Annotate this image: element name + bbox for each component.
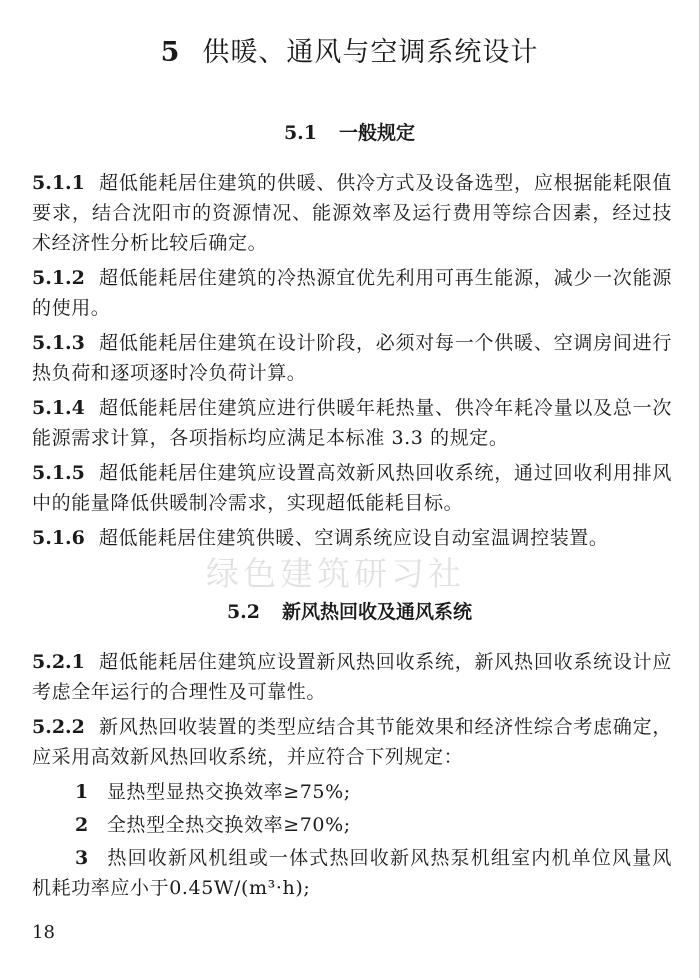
clause-number: 5.2.2 (32, 716, 85, 738)
item-text: 热回收新风机组或一体式热回收新风热泵机组室内机单位风量风机耗功率应小于0.45W/(m³·h); (32, 847, 672, 899)
section-title-text: 新风热回收及通风系统 (282, 601, 473, 623)
clause-5-1-4 (32, 393, 672, 453)
item-number: 2 (75, 814, 89, 836)
clause-5-1-2 (32, 263, 672, 323)
clause-5-2-1 (32, 647, 672, 707)
clause-text: 新风热回收装置的类型应结合其节能效果和经济性综合考虑确定，应采用高效新风热回收系统，并应符合下列规定： (32, 716, 672, 768)
chapter-title (0, 30, 699, 69)
item-number: 1 (75, 781, 89, 803)
page-number: 18 (32, 922, 55, 943)
clause-number: 5.1.3 (32, 332, 85, 354)
watermark: 绿色建筑研习社 (206, 554, 465, 593)
clause-text: 超低能耗居住建筑的供暖、供冷方式及设备选型，应根据能耗限值要求，结合沈阳市的资源情况、能源效率及运行费用等综合因素，经过技术经济性分析比较后确定。 (32, 172, 672, 254)
item-text: 显热型显热交换效率≥75%; (106, 781, 351, 803)
clause-5-1-1 (32, 168, 672, 258)
clause-number: 5.2.1 (32, 651, 85, 673)
list-item-1 (32, 777, 672, 807)
clause-text: 超低能耗居住建筑应设置新风热回收系统，新风热回收系统设计应考虑全年运行的合理性及可靠性。 (32, 651, 672, 703)
clause-text: 超低能耗居住建筑供暖、空调系统应设自动室温调控装置。 (98, 527, 609, 549)
clause-text: 超低能耗居住建筑应设置高效新风热回收系统，通过回收利用排风中的能量降低供暖制冷需求，实现超低能耗目标。 (32, 462, 672, 514)
section-number: 5.1 (283, 122, 318, 144)
clause-5-2-2 (32, 712, 672, 772)
section-number: 5.2 (226, 601, 261, 623)
list-item-3 (32, 843, 672, 903)
section-title-5-2 (0, 597, 699, 624)
clause-text: 超低能耗居住建筑的冷热源宜优先利用可再生能源，减少一次能源的使用。 (32, 267, 672, 319)
list-item-2 (32, 810, 672, 840)
section-title-text: 一般规定 (339, 122, 416, 144)
clause-number: 5.1.5 (32, 462, 85, 484)
chapter-title-text: 供暖、通风与空调系统设计 (202, 37, 539, 68)
clause-text: 超低能耗居住建筑应进行供暖年耗热量、供冷年耗冷量以及总一次能源需求计算，各项指标均应满足本标准 3.3 的规定。 (32, 397, 672, 449)
clause-number: 5.1.2 (32, 267, 85, 289)
chapter-number: 5 (160, 37, 181, 68)
clause-5-1-3 (32, 328, 672, 388)
clause-number: 5.1.4 (32, 397, 85, 419)
clause-text: 超低能耗居住建筑在设计阶段，必须对每一个供暖、空调房间进行热负荷和逐项逐时冷负荷计算。 (32, 332, 672, 384)
item-text: 全热型全热交换效率≥70%; (106, 814, 351, 836)
clause-5-1-5 (32, 458, 672, 518)
section-title-5-1 (0, 118, 699, 145)
clause-number: 5.1.6 (32, 527, 85, 549)
clause-number: 5.1.1 (32, 172, 85, 194)
item-number: 3 (75, 847, 89, 869)
